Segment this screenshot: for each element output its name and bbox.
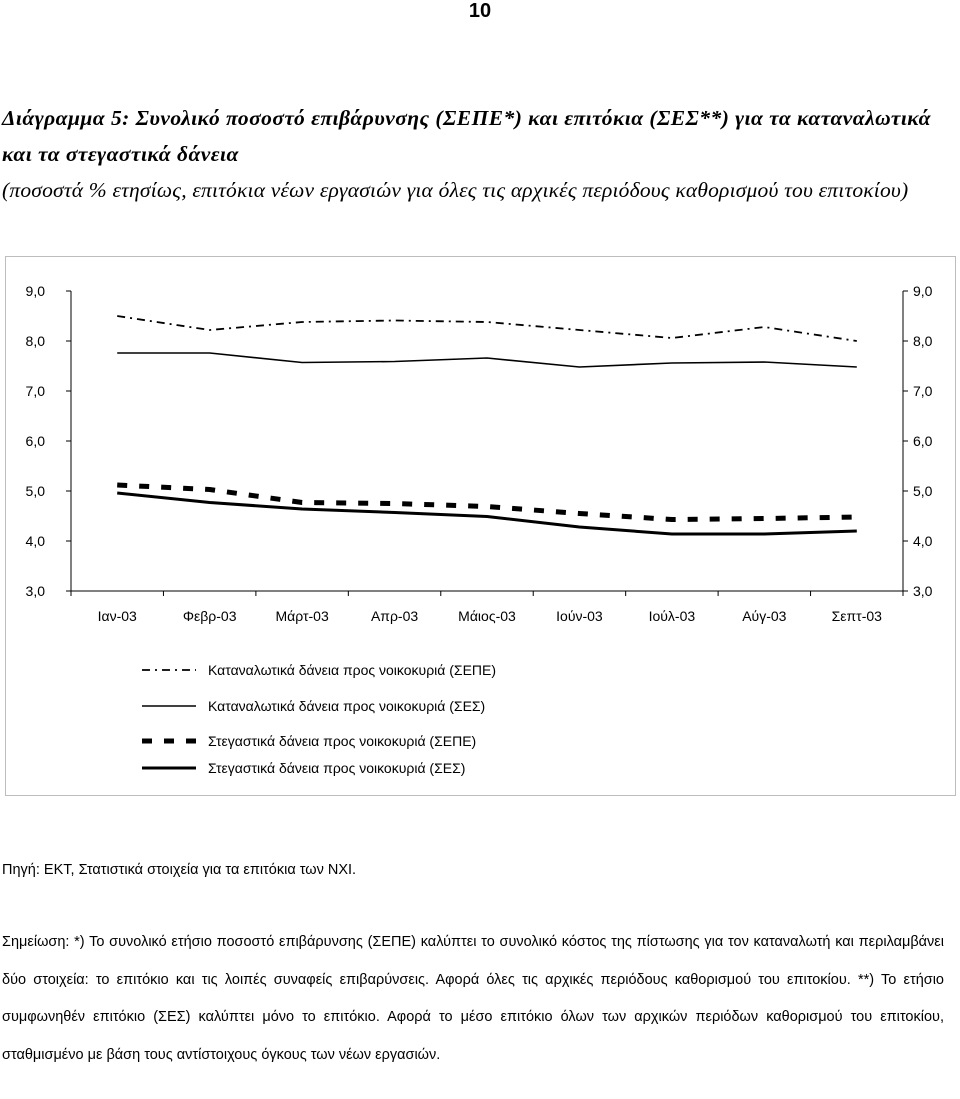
data-point bbox=[763, 361, 765, 363]
source-note: Πηγή: ΕΚΤ, Στατιστικά στοιχεία για τα επιτόκια των ΝΧΙ. bbox=[2, 862, 357, 878]
data-point bbox=[486, 506, 488, 508]
x-tick-label: Ιούν-03 bbox=[556, 608, 603, 624]
data-point bbox=[671, 519, 673, 521]
data-point bbox=[671, 533, 673, 535]
chart-title: Διάγραμμα 5: Συνολικό ποσοστό επιβάρυνσης (ΣΕΠΕ*) και επιτόκια (ΣΕΣ**) για τα καταναλωτικά και τα στεγαστικά δάνεια bbox=[2, 106, 932, 166]
x-tick-label: Αύγ-03 bbox=[742, 608, 787, 624]
data-point bbox=[116, 492, 118, 494]
y-tick-label-left: 8,0 bbox=[25, 333, 45, 349]
line-chart bbox=[6, 257, 955, 795]
data-point bbox=[856, 340, 858, 342]
x-tick-label: Ιαν-03 bbox=[97, 608, 137, 624]
data-point bbox=[301, 362, 303, 364]
y-tick-label-left: 6,0 bbox=[25, 433, 45, 449]
data-point bbox=[763, 533, 765, 535]
data-point bbox=[116, 484, 118, 486]
series-line-1 bbox=[117, 316, 857, 341]
data-point bbox=[394, 361, 396, 363]
data-point bbox=[578, 329, 580, 331]
data-point bbox=[578, 366, 580, 368]
y-tick-label-right: 4,0 bbox=[913, 533, 933, 549]
chart-subtitle: (ποσοστά % ετησίως, επιτόκια νέων εργασιών για όλες τις αρχικές περιόδους καθορισμού του επιτοκίου) bbox=[2, 178, 909, 202]
x-tick-label: Μάιος-03 bbox=[458, 608, 516, 624]
data-point bbox=[301, 502, 303, 504]
data-point bbox=[856, 530, 858, 532]
x-tick-label: Μάρτ-03 bbox=[275, 608, 329, 624]
data-point bbox=[394, 503, 396, 505]
legend-label-4: Στεγαστικά δάνεια προς νοικοκυριά (ΣΕΣ) bbox=[208, 760, 466, 776]
data-point bbox=[671, 337, 673, 339]
page-number: 10 bbox=[468, 0, 492, 22]
chart-heading bbox=[2, 100, 950, 208]
data-point bbox=[301, 508, 303, 510]
x-tick-label: Φεβρ-03 bbox=[182, 608, 237, 624]
y-tick-label-right: 9,0 bbox=[913, 283, 933, 299]
y-tick-label-left: 5,0 bbox=[25, 483, 45, 499]
y-tick-label-right: 7,0 bbox=[913, 383, 933, 399]
y-tick-label-right: 5,0 bbox=[913, 483, 933, 499]
data-point bbox=[116, 352, 118, 354]
data-point bbox=[763, 518, 765, 520]
data-point bbox=[209, 329, 211, 331]
legend-label-3: Στεγαστικά δάνεια προς νοικοκυριά (ΣΕΠΕ) bbox=[208, 733, 477, 749]
data-point bbox=[209, 502, 211, 504]
y-tick-label-right: 3,0 bbox=[913, 583, 933, 599]
data-point bbox=[578, 526, 580, 528]
data-point bbox=[856, 366, 858, 368]
data-point bbox=[209, 489, 211, 491]
y-tick-label-left: 4,0 bbox=[25, 533, 45, 549]
data-point bbox=[763, 326, 765, 328]
y-tick-label-right: 8,0 bbox=[913, 333, 933, 349]
data-point bbox=[578, 513, 580, 515]
y-tick-label-left: 7,0 bbox=[25, 383, 45, 399]
chart-container bbox=[5, 256, 956, 796]
x-tick-label: Απρ-03 bbox=[370, 608, 419, 624]
series-line-2 bbox=[117, 353, 857, 367]
legend-label-1: Καταναλωτικά δάνεια προς νοικοκυριά (ΣΕΠΕ) bbox=[208, 662, 497, 678]
series-line-4 bbox=[117, 493, 857, 534]
data-point bbox=[486, 516, 488, 518]
data-point bbox=[486, 357, 488, 359]
data-point bbox=[394, 320, 396, 322]
legend-label-2: Καταναλωτικά δάνεια προς νοικοκυριά (ΣΕΣ) bbox=[208, 698, 486, 714]
data-point bbox=[486, 321, 488, 323]
data-point bbox=[394, 512, 396, 514]
data-point bbox=[301, 321, 303, 323]
x-tick-label: Σεπτ-03 bbox=[831, 608, 882, 624]
data-point bbox=[671, 362, 673, 364]
data-point bbox=[209, 352, 211, 354]
x-tick-label: Ιούλ-03 bbox=[648, 608, 696, 624]
data-point bbox=[116, 315, 118, 317]
y-tick-label-left: 3,0 bbox=[25, 583, 45, 599]
y-tick-label-right: 6,0 bbox=[913, 433, 933, 449]
y-tick-label-left: 9,0 bbox=[25, 283, 45, 299]
footnote: Σημείωση: *) Το συνολικό ετήσιο ποσοστό επιβάρυνσης (ΣΕΠΕ) καλύπτει το συνολικό κόστος της πίστωσης για τον καταναλωτή και περιλαμβάνει δύο στοιχεία: το επιτόκιο και τις λοιπές συναφείς επιβαρύνσεις. Αφορά όλες τις αρχικές περιόδους καθορισμού του επιτοκίου. **) Το ετήσιο συμφωνηθέν επιτόκιο (ΣΕΣ) καλύπτει μόνο το επιτόκιο. Αφορά το μέσο επιτόκιο όλων των αρχικών περιόδων καθορισμού του επιτοκίου, σταθμισμένο με βάση τους αντίστοιχους όγκους των νέων εργασιών. bbox=[2, 934, 944, 1063]
data-point bbox=[856, 516, 858, 518]
series-line-3 bbox=[117, 485, 857, 520]
